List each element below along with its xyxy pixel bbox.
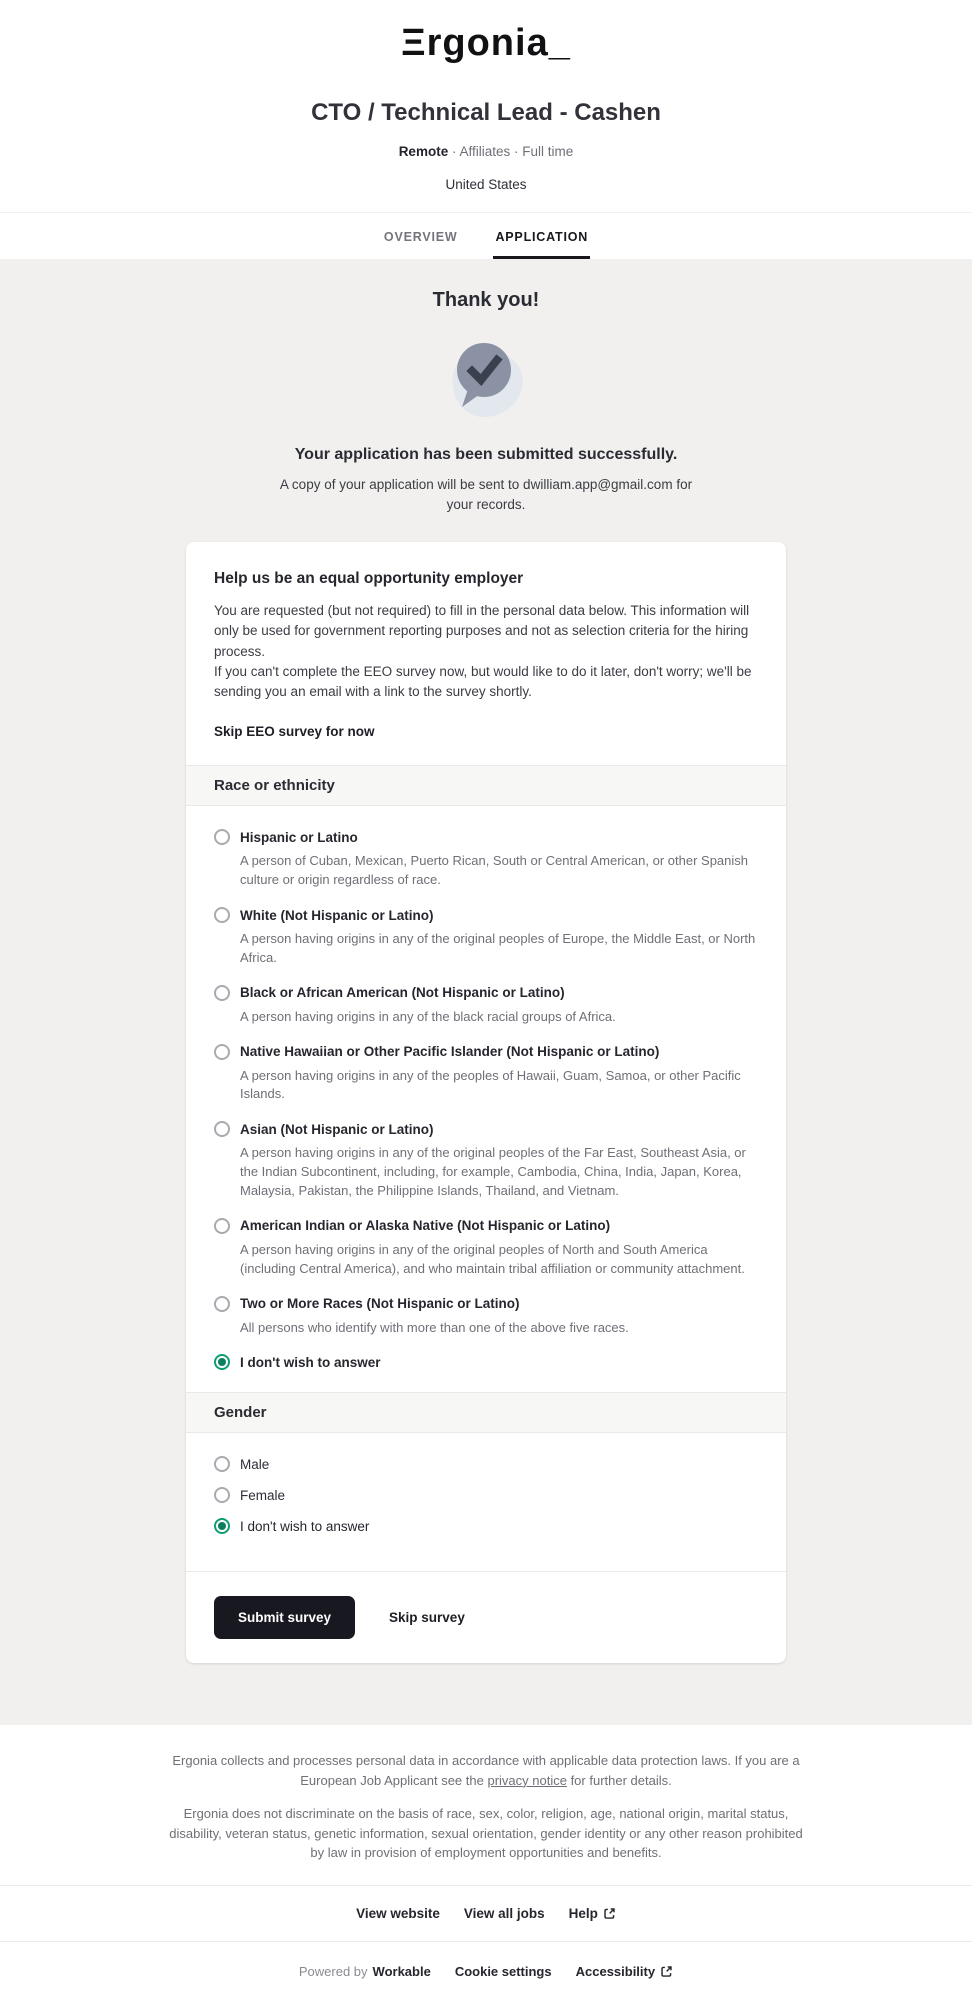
gender-options-group bbox=[186, 1433, 786, 1571]
workable-label: Workable bbox=[372, 1963, 431, 1979]
view-all-jobs-link[interactable] bbox=[464, 1906, 545, 1921]
radio-button-icon[interactable] bbox=[214, 1296, 230, 1312]
radio-option-description: A person having origins in any of the peoples of Hawaii, Guam, Samoa, or other Pacific Islands. bbox=[240, 1067, 741, 1102]
job-header bbox=[0, 0, 972, 259]
footer-links-row bbox=[0, 1885, 972, 1941]
job-location: United States bbox=[445, 177, 527, 192]
radio-option-black-or-african-american[interactable] bbox=[214, 985, 758, 1027]
radio-option-label: Hispanic or Latino bbox=[240, 829, 358, 845]
meta-separator: · bbox=[514, 144, 519, 159]
submit-survey-button[interactable]: Submit survey bbox=[214, 1596, 355, 1639]
job-workplace: Remote bbox=[398, 144, 449, 159]
radio-option-native-hawaiian-or-pacific-islander[interactable] bbox=[214, 1044, 758, 1105]
radio-option-label: I don't wish to answer bbox=[240, 1354, 381, 1370]
job-title: CTO / Technical Lead - Cashen bbox=[311, 99, 661, 126]
radio-option-label: I don't wish to answer bbox=[240, 1518, 370, 1534]
privacy-text-before: Ergonia collects and processes personal data in accordance with applicable data protection laws. If you are a European Job Applicant see the bbox=[172, 1753, 800, 1788]
eeo-intro-paragraph-1: You are requested (but not required) to fill in the personal data below. This information will only be used for government reporting purposes and not as selection criteria for the hiring process. bbox=[214, 603, 750, 659]
help-label: Help bbox=[568, 1905, 598, 1921]
view-website-link[interactable] bbox=[356, 1906, 440, 1921]
radio-option-label: Asian (Not Hispanic or Latino) bbox=[240, 1121, 434, 1137]
radio-option-description: A person of Cuban, Mexican, Puerto Rican, South or Central American, or other Spanish culture or origin regardless of race. bbox=[240, 853, 748, 888]
radio-option-label: Black or African American (Not Hispanic or Latino) bbox=[240, 985, 565, 1001]
eeo-statement-paragraph: Ergonia does not discriminate on the basis of race, sex, color, religion, age, national origin, marital status, disability, veteran status, genetic information, sexual orientation, gender identity or any other reason prohibited by law in provision of employment opportunities and benefits. bbox=[169, 1806, 803, 1861]
radio-option-gender-no-answer[interactable] bbox=[214, 1518, 758, 1534]
tab-bar bbox=[0, 212, 972, 259]
eeo-intro bbox=[186, 542, 786, 765]
cookie-settings-link[interactable] bbox=[455, 1964, 552, 1979]
radio-button-icon[interactable] bbox=[214, 1518, 230, 1534]
eeo-intro-title: Help us be an equal opportunity employer bbox=[214, 570, 524, 588]
radio-option-description: A person having origins in any of the original peoples of Europe, the Middle East, or North Africa. bbox=[240, 931, 756, 965]
radio-button-icon[interactable] bbox=[214, 1044, 230, 1060]
privacy-paragraph bbox=[166, 1751, 806, 1790]
radio-option-asian[interactable] bbox=[214, 1121, 758, 1201]
skip-eeo-survey-link[interactable]: Skip EEO survey for now bbox=[214, 724, 375, 740]
radio-button-icon[interactable] bbox=[214, 907, 230, 923]
radio-option-description: A person having origins in any of the original peoples of the Far East, Southeast Asia, or the Indian Subcontinent, including, for example, Cambodia, China, India, Japan, Korea, Malaysia, Pakistan, the Philippine Islands, Thailand, and Vietnam. bbox=[240, 1145, 746, 1198]
radio-option-label: American Indian or Alaska Native (Not Hispanic or Latino) bbox=[240, 1218, 611, 1234]
eeo-intro-paragraph-2: If you can't complete the EEO survey now, but would like to do it later, don't worry; we'll be sending you an email with a link to the survey shortly. bbox=[214, 663, 752, 700]
job-employment-type: Full time bbox=[522, 144, 574, 159]
radio-option-two-or-more-races[interactable] bbox=[214, 1296, 758, 1338]
accessibility-link[interactable] bbox=[576, 1964, 674, 1979]
radio-option-label: Female bbox=[240, 1487, 286, 1503]
eeo-survey-card bbox=[186, 542, 786, 1663]
help-link[interactable] bbox=[569, 1906, 616, 1921]
job-meta bbox=[0, 144, 972, 159]
view-website-label: View website bbox=[356, 1905, 440, 1921]
radio-button-icon[interactable] bbox=[214, 985, 230, 1001]
privacy-text-after: for further details. bbox=[566, 1772, 672, 1788]
cookie-settings-label: Cookie settings bbox=[454, 1963, 552, 1979]
radio-option-hispanic-or-latino[interactable] bbox=[214, 829, 758, 890]
radio-button-icon[interactable] bbox=[214, 1456, 230, 1472]
gender-section-heading: Gender bbox=[186, 1392, 786, 1433]
radio-option-description: A person having origins in any of the original peoples of North and South America (including Central America), and who maintain tribal affiliation or community attachment. bbox=[240, 1241, 745, 1276]
radio-option-label: Male bbox=[240, 1456, 270, 1472]
meta-separator: · bbox=[451, 144, 457, 159]
radio-button-icon[interactable] bbox=[214, 1354, 230, 1370]
success-copy-note: A copy of your application will be sent to dwilliam.app@gmail.com for your records. bbox=[279, 477, 693, 512]
radio-option-label: Two or More Races (Not Hispanic or Latino) bbox=[240, 1296, 520, 1311]
page-footer bbox=[0, 1725, 972, 2009]
application-confirmation-section bbox=[0, 259, 972, 1725]
radio-option-white[interactable] bbox=[214, 907, 758, 968]
job-department: Affiliates bbox=[459, 144, 511, 159]
tab-application[interactable]: APPLICATION bbox=[493, 228, 590, 259]
radio-button-icon[interactable] bbox=[214, 1218, 230, 1234]
radio-option-description: A person having origins in any of the black racial groups of Africa. bbox=[240, 1008, 616, 1024]
check-speech-bubble-icon bbox=[438, 328, 534, 424]
radio-button-icon[interactable] bbox=[214, 829, 230, 845]
tab-overview[interactable]: OVERVIEW bbox=[383, 230, 458, 244]
race-options-group bbox=[186, 806, 786, 1392]
privacy-notice-link[interactable]: privacy notice bbox=[487, 1772, 567, 1788]
powered-by-label: Powered by bbox=[298, 1963, 368, 1979]
radio-option-race-no-answer[interactable] bbox=[214, 1354, 758, 1370]
footer-bottom-row bbox=[0, 1941, 972, 2009]
accessibility-label: Accessibility bbox=[575, 1963, 656, 1979]
race-section-heading: Race or ethnicity bbox=[186, 765, 786, 806]
external-link-icon bbox=[603, 1907, 616, 1920]
radio-option-description: All persons who identify with more than one of the above five races. bbox=[240, 1319, 629, 1335]
radio-button-icon[interactable] bbox=[214, 1487, 230, 1503]
survey-actions bbox=[186, 1571, 786, 1663]
view-all-jobs-label: View all jobs bbox=[463, 1905, 545, 1921]
company-logo: Ξrgonia_ bbox=[401, 22, 571, 64]
radio-option-label: White (Not Hispanic or Latino) bbox=[240, 907, 434, 923]
radio-option-label: Native Hawaiian or Other Pacific Islander (Not Hispanic or Latino) bbox=[240, 1044, 660, 1060]
success-headline: Your application has been submitted successfully. bbox=[294, 446, 678, 463]
skip-survey-link[interactable]: Skip survey bbox=[389, 1610, 465, 1626]
radio-option-american-indian-or-alaska-native[interactable] bbox=[214, 1218, 758, 1279]
external-link-icon bbox=[660, 1965, 673, 1978]
radio-option-female[interactable] bbox=[214, 1487, 758, 1503]
radio-option-male[interactable] bbox=[214, 1456, 758, 1472]
powered-by-workable-link[interactable] bbox=[299, 1964, 431, 1979]
radio-button-icon[interactable] bbox=[214, 1121, 230, 1137]
thank-you-heading: Thank you! bbox=[432, 289, 540, 311]
